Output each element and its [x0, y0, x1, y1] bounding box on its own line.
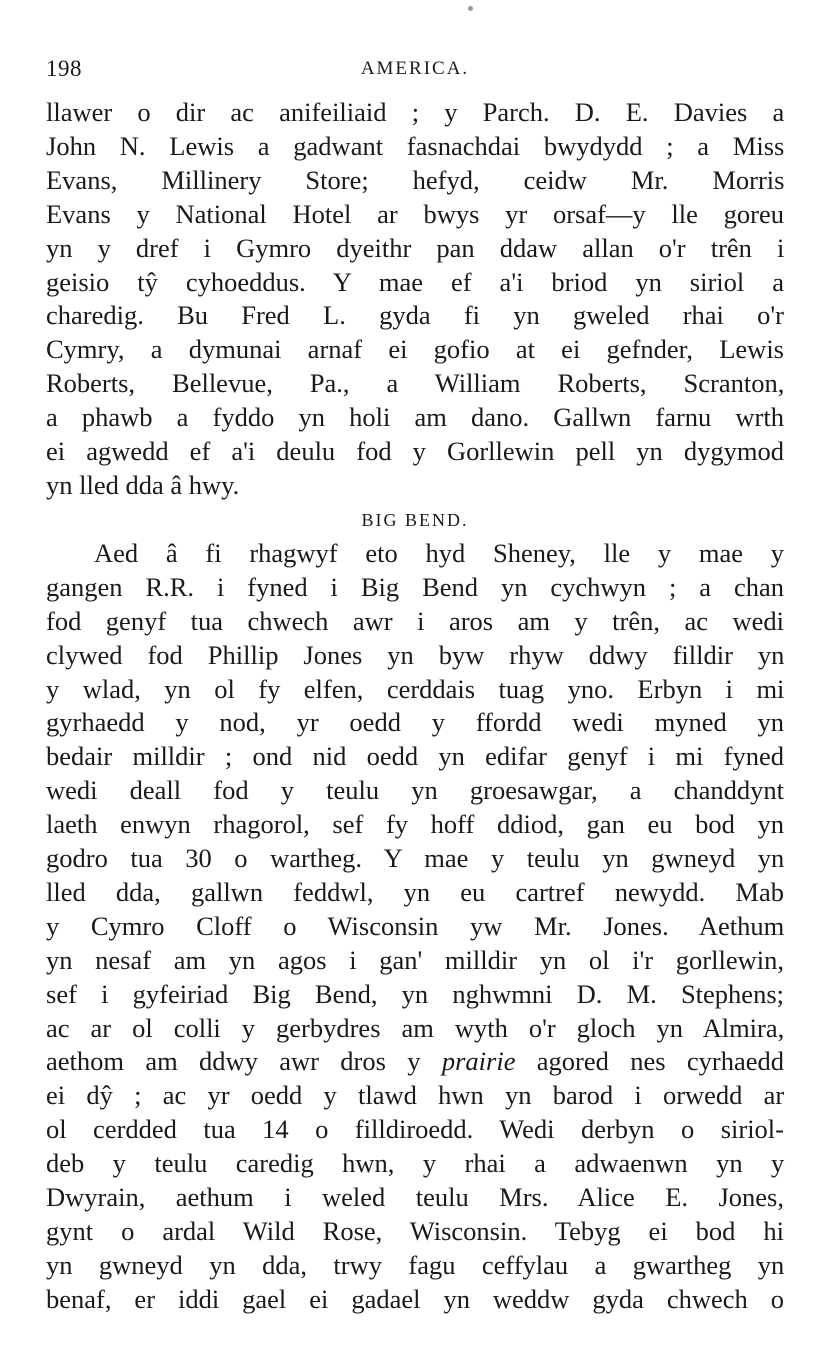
- page-number: 198: [46, 56, 82, 81]
- text-line: John N. Lewis a gadwant fasnachdai bwydydd ; a Miss: [46, 130, 785, 161]
- text-line: deb y teulu caredig hwn, y rhai a adwaenwn yn y: [46, 1148, 785, 1179]
- text-line: fod genyf tua chwech awr i aros am y trên, ac wedi: [46, 605, 784, 636]
- text-line: Evans, Millinery Store; hefyd, ceidw Mr. Morris: [46, 164, 785, 195]
- text-line: Roberts, Bellevue, Pa., a William Roberts, Scranton,: [46, 368, 785, 399]
- text-line: gynt o ardal Wild Rose, Wisconsin. Tebyg ei bod hi: [46, 1216, 784, 1246]
- text-line: bedair milldir ; ond nid oedd yn edifar genyf i mi fyned: [46, 741, 785, 772]
- text-line: geisio tŷ cyhoeddus. Y mae ef a'i briod yn siriol a: [46, 266, 784, 297]
- text-line: y wlad, yn ol fy elfen, cerddais tuag yno. Erbyn i mi: [46, 673, 785, 704]
- text-line: charedig. Bu Fred L. gyda fi yn gweled rhai o'r: [46, 300, 784, 331]
- section-heading: BIG BEND.: [361, 509, 469, 530]
- paragraph-1: [46, 96, 784, 503]
- text-line: Cymry, a dymunai arnaf ei gofio at ei gefnder, Lewis: [46, 334, 784, 365]
- text-line: ei agwedd ef a'i deulu fod y Gorllewin pell yn dygymod: [46, 436, 784, 467]
- page-header: [46, 56, 784, 96]
- text-fragment: agored nes cyrhaedd: [515, 1046, 784, 1077]
- text-fragment: aethom am ddwy awr dros y: [46, 1046, 442, 1077]
- text-line: sef i gyfeiriad Big Bend, yn nghwmni D. M. Stephens;: [46, 978, 784, 1009]
- text-line: yn y dref i Gymro dyeithr pan ddaw allan o'r trên i: [46, 232, 785, 263]
- text-line-prairie: [46, 1045, 784, 1079]
- print-speck: [468, 6, 473, 11]
- book-page: [46, 56, 784, 1317]
- text-line: Aed â fi rhagwyf eto hyd Sheney, lle y mae y: [94, 537, 784, 568]
- text-line: ol cerdded tua 14 o filldiroedd. Wedi derbyn o siriol-: [46, 1114, 784, 1145]
- text-line: gangen R.R. i fyned i Big Bend yn cychwyn ; a chan: [46, 571, 784, 602]
- text-line: yn gwneyd yn dda, trwy fagu ceffylau a gwartheg yn: [46, 1249, 785, 1280]
- text-line: ac ar ol colli y gerbydres am wyth o'r gloch yn Almira,: [46, 1012, 785, 1043]
- text-line: Dwyrain, aethum i weled teulu Mrs. Alice E. Jones,: [46, 1182, 784, 1213]
- text-line: gyrhaedd y nod, yr oedd y ffordd wedi myned yn: [46, 707, 784, 738]
- running-head: AMERICA.: [360, 58, 470, 79]
- paragraph-2: [46, 537, 784, 1317]
- text-line: a phawb a fyddo yn holi am dano. Gallwn farnu wrth: [46, 402, 784, 433]
- text-line: godro tua 30 o wartheg. Y mae y teulu yn gwneyd yn: [46, 843, 785, 874]
- text-line: ei dŷ ; ac yr oedd y tlawd hwn yn barod i orwedd ar: [46, 1080, 785, 1111]
- text-line: yn nesaf am yn agos i gan' milldir yn ol i'r gorllewin,: [46, 944, 784, 975]
- text-line: Evans y National Hotel ar bwys yr orsaf—y lle goreu: [46, 198, 784, 229]
- text-line: clywed fod Phillip Jones yn byw rhyw ddwy filldir yn: [46, 639, 785, 670]
- text-line: benaf, er iddi gael ei gadael yn weddw gyda chwech o: [46, 1283, 784, 1314]
- text-line: yn lled dda â hwy.: [46, 469, 240, 500]
- italic-word: prairie: [441, 1046, 516, 1077]
- text-line: llawer o dir ac anifeiliaid ; y Parch. D. E. Davies a: [46, 97, 785, 127]
- text-line: laeth enwyn rhagorol, sef fy hoff ddiod, gan eu bod yn: [46, 809, 784, 840]
- text-line: y Cymro Cloff o Wisconsin yw Mr. Jones. Aethum: [46, 910, 785, 941]
- text-line: lled dda, gallwn feddwl, yn eu cartref newydd. Mab: [46, 876, 784, 907]
- text-line: wedi deall fod y teulu yn groesawgar, a chanddynt: [46, 775, 784, 806]
